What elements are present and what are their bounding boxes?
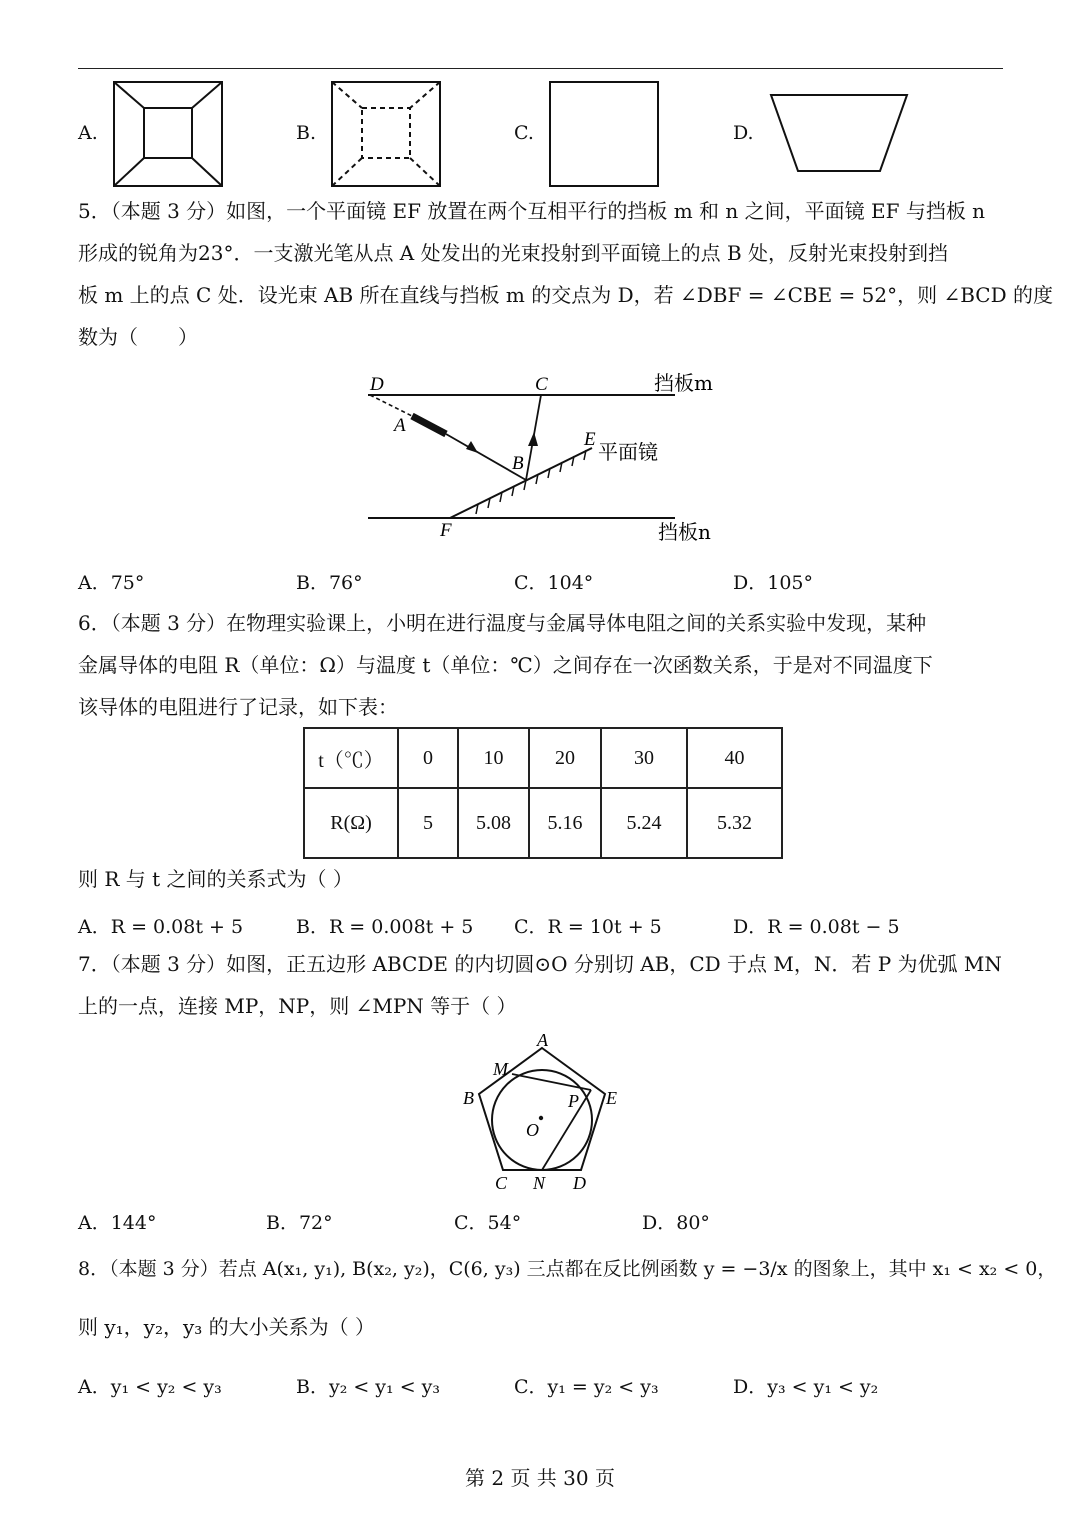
label-b: B [463,1088,474,1108]
resistance-table [303,727,783,859]
table-cell: 5.08 [458,788,529,858]
q8-line-2: 则 y₁，y₂，y₃ 的大小关系为（ ） [78,1315,376,1339]
table-cell: t（℃） [304,728,398,788]
q8-option-c[interactable]: C．y₁ = y₂ < y₃ [514,1376,659,1398]
q8-option-d[interactable]: D．y₃ < y₁ < y₂ [733,1376,879,1398]
label-p: P [568,1091,579,1111]
table-cell: 30 [601,728,687,788]
beam-arrow-2 [528,432,538,446]
label-a: A [394,415,406,436]
table-cell: 5.32 [687,788,782,858]
q7-option-d[interactable]: D．80° [642,1212,710,1234]
segment-mp [512,1074,591,1090]
q6-line-2: 金属导体的电阻 R（单位：Ω）与温度 t（单位：℃）之间存在一次函数关系，于是对不同温度下 [78,653,933,677]
q5-option-a[interactable]: A．75° [78,572,145,594]
q7-option-c[interactable]: C．54° [454,1212,522,1234]
table-cell: 0 [398,728,458,788]
q5-line-3: 板 m 上的点 C 处．设光束 AB 所在直线与挡板 m 的交点为 D，若 ∠DBF = ∠CBE = 52°，则 ∠BCD 的度 [78,283,1053,307]
q7-option-b[interactable]: B．72° [266,1212,333,1234]
laser-pen [412,416,446,434]
table-row-resistance [304,788,782,858]
q4-option-a-figure [112,80,224,188]
label-m: M [493,1059,508,1079]
label-c: C [495,1173,508,1193]
table-row-temperature [304,728,782,788]
q6-option-a[interactable]: A．R = 0.08t + 5 [78,916,244,938]
q6-option-c[interactable]: C．R = 10t + 5 [514,916,662,938]
table-cell: 40 [687,728,782,788]
segment-np [542,1090,591,1170]
mirror-label: 平面镜 [598,440,658,464]
q4-option-d-label[interactable]: D. [733,122,754,144]
label-e: E [584,429,596,450]
label-d: D [573,1173,586,1193]
label-f: F [440,520,452,541]
q5-line-1: 5．（本题 3 分）如图，一个平面镜 EF 放置在两个互相平行的挡板 m 和 n 之间，平面镜 EF 与挡板 n [78,199,986,223]
q5-line-4: 数为（ ） [78,325,198,349]
q6-option-b[interactable]: B．R = 0.008t + 5 [296,916,474,938]
question-6-text [78,602,1003,728]
q4-option-b-figure [330,80,442,188]
q7-option-a[interactable]: A．144° [78,1212,157,1234]
q7-pentagon-figure [455,1030,625,1195]
q5-option-b[interactable]: B．76° [296,572,363,594]
board-m-label: 挡板m [654,371,713,395]
table-cell: 5.16 [529,788,601,858]
label-e: E [606,1088,617,1108]
q6-line-1: 6．（本题 3 分）在物理实验课上，小明在进行温度与金属导体电阻之间的关系实验中发现，某种 [78,611,927,635]
q7-line-1: 7．（本题 3 分）如图，正五边形 ABCDE 的内切圆⊙O 分别切 AB，CD 于点 M，N．若 P 为优弧 MN [78,952,1002,976]
label-n: N [533,1173,546,1193]
table-cell: 5 [398,788,458,858]
incircle [492,1070,592,1170]
q5-option-d[interactable]: D．105° [733,572,813,594]
q7-line-2: 上的一点，连接 MP，NP，则 ∠MPN 等于（ ） [78,994,517,1018]
header-rule [78,68,1003,69]
q5-line-2: 形成的锐角为23°．一支激光笔从点 A 处发出的光束投射到平面镜上的点 B 处，反射光束投射到挡 [78,241,949,265]
q4-option-b-label[interactable]: B. [296,122,317,144]
beam-arrow-1 [466,441,478,453]
board-n-label: 挡板n [658,520,711,544]
q4-option-c-label[interactable]: C. [514,122,534,144]
label-c: C [535,374,548,395]
dashed-extension [370,395,412,416]
q5-mirror-figure [360,368,730,548]
table-cell: 20 [529,728,601,788]
label-d: D [370,374,384,395]
q8-option-a[interactable]: A．y₁ < y₂ < y₃ [78,1376,222,1398]
q8-option-b[interactable]: B．y₂ < y₁ < y₃ [296,1376,441,1398]
q6-line-3: 该导体的电阻进行了记录，如下表： [78,695,398,719]
label-b: B [512,453,524,474]
q6-option-d[interactable]: D．R = 0.08t − 5 [733,916,900,938]
q4-option-a-label[interactable]: A. [78,122,98,144]
center-dot [539,1116,543,1120]
table-cell: 10 [458,728,529,788]
q5-option-c[interactable]: C．104° [514,572,594,594]
label-o: O [526,1120,539,1140]
q6-after-text: 则 R 与 t 之间的关系式为（ ） [78,867,353,891]
table-cell: R(Ω) [304,788,398,858]
q8-line-1: 8．（本题 3 分）若点 A(x₁, y₁), B(x₂, y₂)，C(6, y₃) 三点都在反比例函数 y = −3/x 的图象上，其中 x₁ < x₂ < 0， [78,1258,1057,1280]
question-7-text [78,943,1003,1027]
page-footer: 第 2 页 共 30 页 [465,1466,615,1490]
question-5-text [78,190,1053,358]
q4-option-d-figure [768,92,910,174]
q4-option-c-figure [548,80,660,188]
label-a: A [537,1030,548,1050]
table-cell: 5.24 [601,788,687,858]
